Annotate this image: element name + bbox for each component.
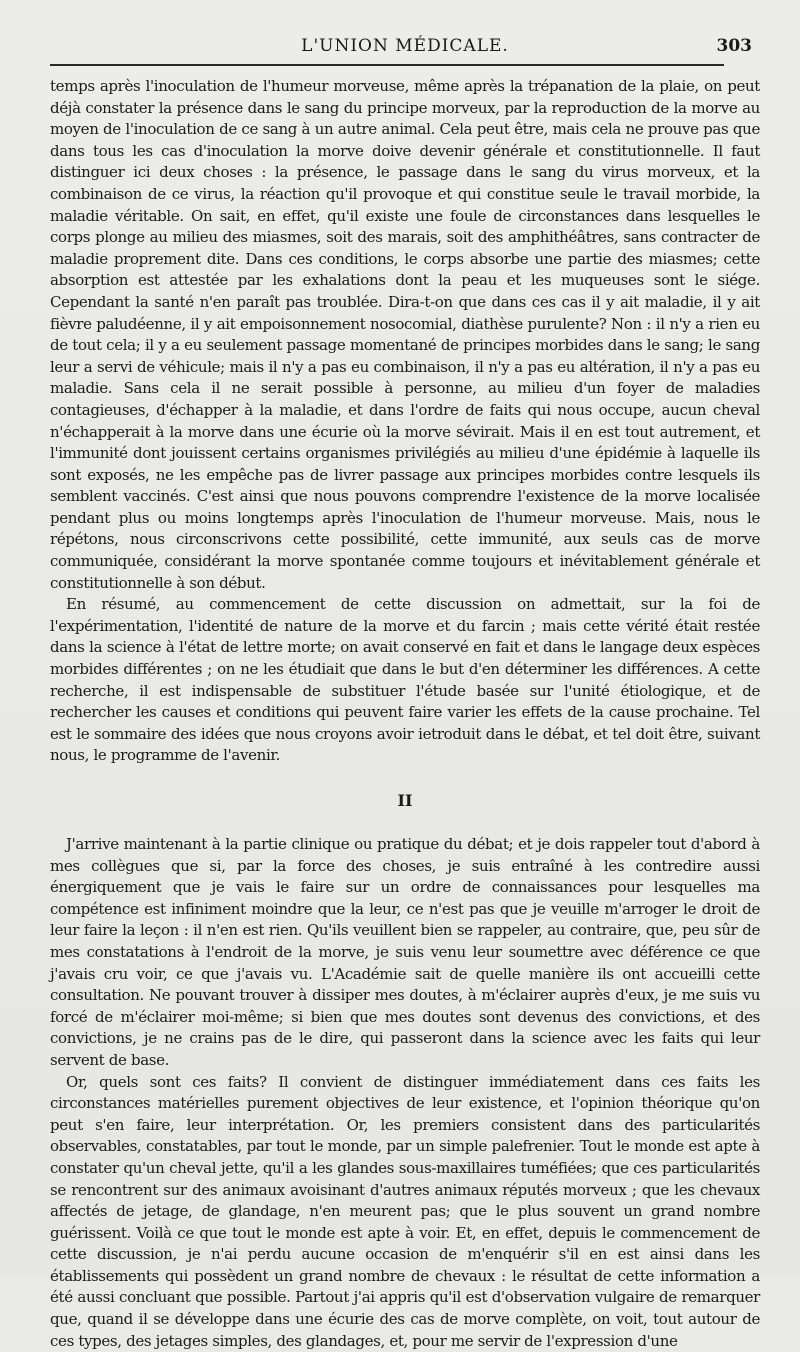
running-header: [50, 32, 760, 60]
paragraph: temps après l'inoculation de l'humeur morveuse, même après la trépanation de la plaie, on peut déjà constater la présence dans le sang du principe morveux, par la reproduction de la morve au moyen de l'inoculation de ce sang à un autre animal. Cela peut être, mais cela ne prouve pas que dans tous les cas d'inoculation la morve doive devenir générale et constitutionnelle. Il faut distinguer ici deux choses : la présence, le passage dans le sang du virus morveux, et la combinaison de ce virus, la réaction qu'il provoque et qui constitue seule le travail morbide, la maladie véritable. On sait, en effet, qu'il existe une foule de circonstances dans lesquelles le corps plonge au milieu des miasmes, soit des marais, soit des amphithéâtres, sans contracter de maladie proprement dite. Dans ces conditions, le corps absorbe une partie des miasmes; cette absorption est attestée par les exhalations dont la peau et les muqueuses sont le siége. Cependant la santé n'en paraît pas troublée. Dira-t-on que dans ces cas il y ait maladie, il y ait fièvre paludéenne, il y ait empoisonnement nosocomial, diathèse purulente? Non : il n'y a rien eu de tout cela; il y a eu seulement passage momentané de principes morbides dans le sang; le sang leur a servi de véhicule; mais il n'y a pas eu combinaison, il n'y a pas eu altération, il n'y a pas eu maladie. Sans cela il ne serait possible à personne, au milieu d'un foyer de maladies contagieuses, d'échapper à la maladie, et dans l'ordre de faits qui nous occupe, aucun cheval n'échapperait à la morve dans une écurie où la morve sévirait. Mais il en est tout autrement, et l'immunité dont jouissent certains organismes privilégiés au milieu d'une épidémie à laquelle ils sont exposés, ne les empêche pas de livrer passage aux principes morbides contre lesquels ils semblent vaccinés. C'est ainsi que nous pouvons comprendre l'existence de la morve localisée pendant plus ou moins longtemps après l'inoculation de l'humeur morveuse. Mais, nous le répétons, nous circonscrivons cette possibilité, cette immunité, aux seuls cas de morve communiquée, considérant la morve spontanée comme toujours et inévitablement générale et constitutionnelle à son début.: [50, 77, 760, 592]
paragraph: Or, quels sont ces faits? Il convient de distinguer immédiatement dans ces faits les circonstances matérielles purement objectives de leur existence, et l'opinion théorique qu'on peut s'en faire, leur interprétation. Or, les premiers consistent dans des particularités observables, constatables, par tout le monde, par un simple palefrenier. Tout le monde est apte à constater qu'un cheval jette, qu'il a les glandes sous-maxillaires tuméfiées; que ces particularités se rencontrent sur des animaux avoisinant d'autres animaux réputés morveux ; que les chevaux affectés de jetage, de glandage, n'en meurent pas; que le plus souvent un grand nombre guérissent. Voilà ce que tout le monde est apte à voir. Et, en effet, depuis le commencement de cette discussion, je n'ai perdu aucune occasion de m'enquérir s'il en est ainsi dans les établissements qui possèdent un grand nombre de chevaux : le résultat de cette information a été aussi concluant que possible. Partout j'ai appris qu'il est d'observation vulgaire de remarquer que, quand il se développe dans une écurie des cas de morve complète, on voit, tout autour de ces types, des jetages simples, des glandages, et, pour me servir de l'expression d'une: [50, 1072, 760, 1350]
header-rule: [50, 64, 724, 66]
section-one-text: [50, 76, 760, 767]
paragraph: En résumé, au commencement de cette discussion on admettait, sur la foi de l'expérimentation, l'identité de nature de la morve et du farcin ; mais cette vérité était restée dans la science à l'état de lettre morte; on avait conservé en fait et dans le langage deux espèces morbides différentes ; on ne les étudiait que dans le but d'en déterminer les différences. A cette recherche, il est indispensable de substituer l'étude basée sur l'unité étiologique, et de rechercher les causes et conditions qui peuvent faire varier les effets de la cause prochaine. Tel est le sommaire des idées que nous croyons avoir ietroduit dans le débat, et tel doit être, suivant nous, le programme de l'avenir.: [50, 595, 760, 765]
paragraph: J'arrive maintenant à la partie clinique ou pratique du débat; et je dois rappeler tout d'abord à mes collègues que si, par la force des choses, je suis entraîné à les contredire aussi énergiquement que je vais le faire sur un ordre de connaissances pour lesquelles ma compétence est infiniment moindre que la leur, ce n'est pas que je veuille m'arroger le droit de leur faire la leçon : il n'en est rien. Qu'ils veuillent bien se rappeler, au contraire, que, peu sûr de mes constatations à l'endroit de la morve, je suis venu leur soumettre avec déférence ce que j'avais cru voir, ce que j'avais vu. L'Académie sait de quelle manière ils ont accueilli cette consultation. Ne pouvant trouver à dissiper mes doutes, à m'éclairer auprès d'eux, je me suis vu forcé de m'éclairer moi-même; si bien que mes doutes sont devenus des convictions, et des convictions, je ne crains pas de le dire, qui passeront dans la science avec les faits qui leur servent de base.: [50, 835, 760, 1069]
section-two-text: [50, 834, 760, 1352]
article-body: [50, 76, 760, 1352]
page-number: 303: [716, 36, 752, 56]
section-heading: II: [397, 791, 413, 810]
journal-title: L'UNION MÉDICALE.: [301, 36, 509, 56]
